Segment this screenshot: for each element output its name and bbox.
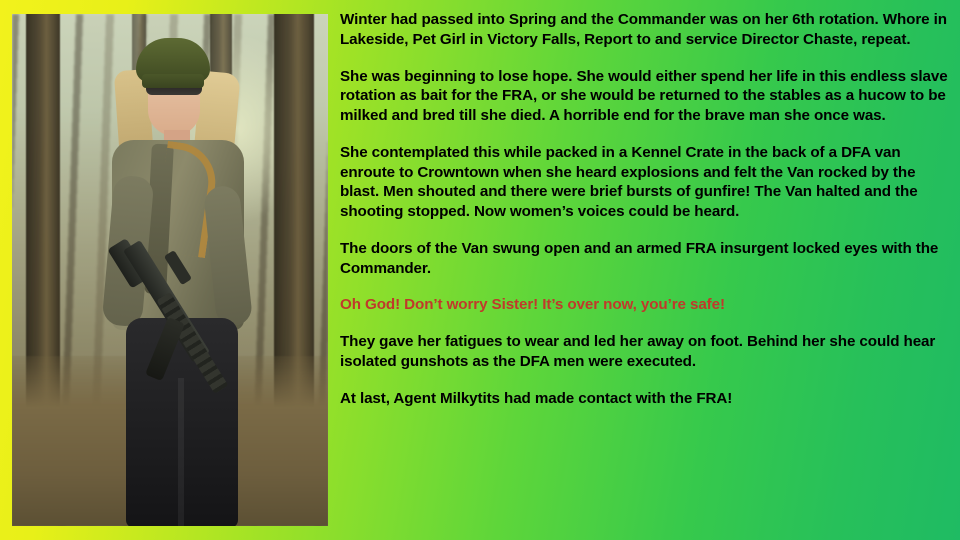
photo-woman-with-rifle [12,14,328,526]
rifle-magazine [145,317,185,381]
story-paragraph: Winter had passed into Spring and the Commander was on her 6th rotation. Whore in Lakeside, Pet Girl in Victory Falls, Report to and service Director Chaste, repeat. [340,11,947,48]
rifle [130,232,280,462]
beanie-hat [136,38,210,82]
story-text-panel [340,10,948,530]
story-paragraph: She contemplated this while packed in a Kennel Crate in the back of a DFA van enroute to Crowntown when she heard explosions and felt the Van rocked by the blast. Men shouted and there were brief bursts of gunfire! The Van halted and the shooting stopped. Now women’s voices could be heard. [340,143,918,220]
story-paragraph-dialogue: Oh God! Don’t worry Sister! It’s over now, you’re safe! [340,296,725,314]
story-paragraph: She was beginning to lose hope. She would either spend her life in this endless slave rotation as bait for the FRA, or she would be returned to the stables as a hucow to be milked and bred till she died. A horrible end for the brave man she once was. [340,67,948,124]
story-paragraph: At last, Agent Milkytits had made contact with the FRA! [340,389,733,407]
rifle-optic [164,250,192,285]
woman-figure [64,36,284,526]
story-paragraph: The doors of the Van swung open and an armed FRA insurgent locked eyes with the Commander. [340,239,939,277]
story-paragraph: They gave her fatigues to wear and led her away on foot. Behind her she could hear isolated gunshots as the DFA men were executed. [340,333,936,370]
